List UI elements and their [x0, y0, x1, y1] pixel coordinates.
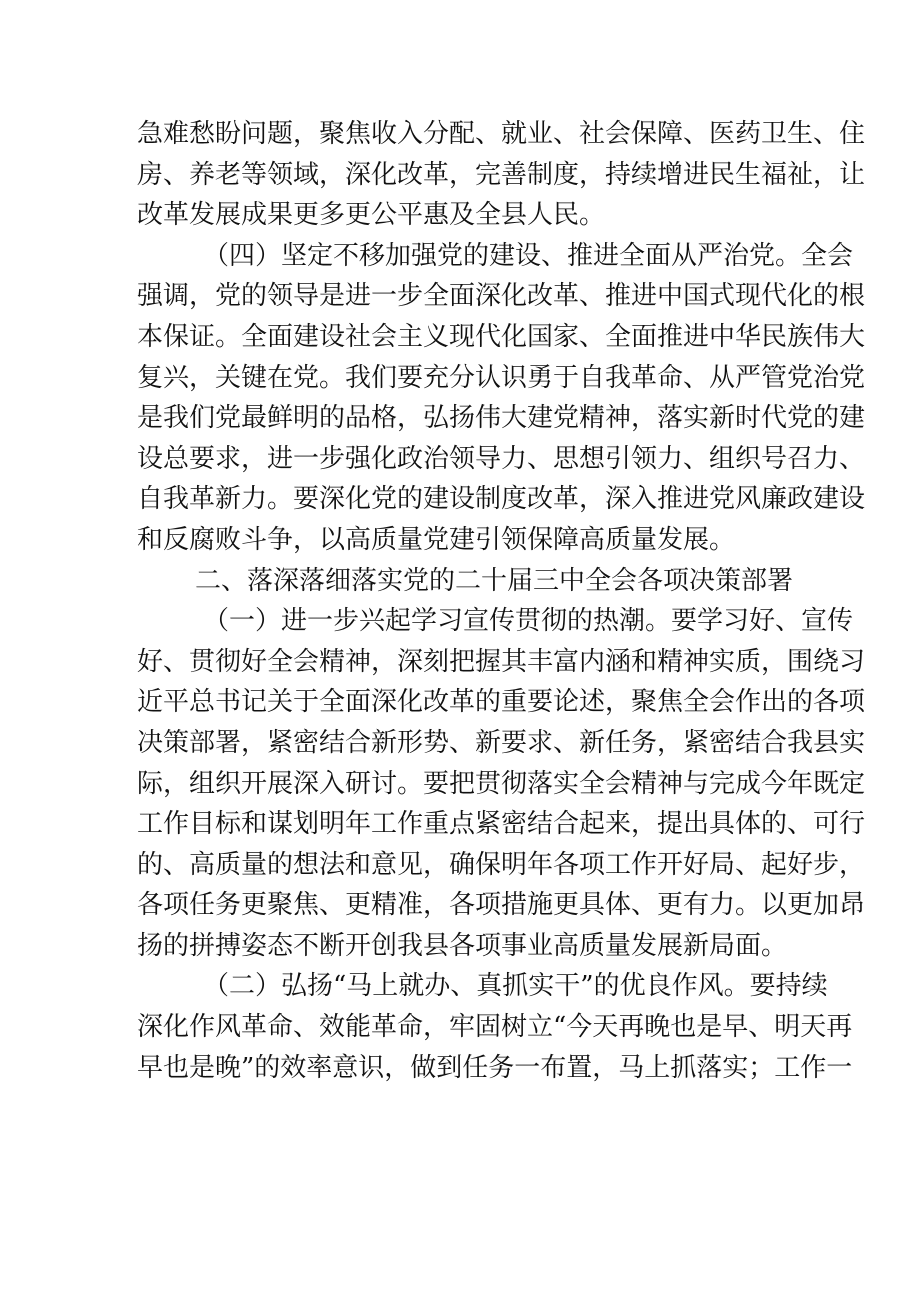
paragraph-line: 工作目标和谋划明年工作重点紧密结合起来，提出具体的、可行: [137, 809, 866, 840]
paragraph-line: 改革发展成果更多更公平惠及全县人民。: [137, 200, 606, 231]
paragraph-line: 好、贯彻好全会精神，深刻把握其丰富内涵和精神实质，围绕习: [137, 646, 866, 677]
paragraph-line: 深化作风革命、效能革命，牢固树立“今天再晚也是早、明天再: [137, 1012, 853, 1043]
paragraph-line: 早也是晚”的效率意识，做到任务一布置，马上抓落实；工作一: [137, 1052, 853, 1083]
paragraph-line: 强调，党的领导是进一步全面深化改革、推进中国式现代化的根: [137, 281, 866, 312]
document-body: [137, 114, 866, 1088]
paragraph-line: 本保证。全面建设社会主义现代化国家、全面推进中华民族伟大: [137, 321, 866, 352]
paragraph-line: （二）弘扬“马上就办、真抓实干”的优良作风。要持续: [203, 971, 828, 1002]
paragraph-line: 各项任务更聚焦、更精准，各项措施更具体、更有力。以更加昂: [137, 890, 866, 921]
paragraph-line: 房、养老等领域，深化改革，完善制度，持续增进民生福祉，让: [137, 159, 866, 190]
paragraph-line: （一）进一步兴起学习宣传贯彻的热潮。要学习好、宣传: [203, 606, 854, 637]
paragraph-line: 和反腐败斗争，以高质量党建引领保障高质量发展。: [137, 524, 736, 555]
paragraph-line: 际，组织开展深入研讨。要把贯彻落实全会精神与完成今年既定: [137, 768, 866, 799]
paragraph-line: （四）坚定不移加强党的建设、推进全面从严治党。全会: [203, 240, 854, 271]
paragraph-line: 自我革新力。要深化党的建设制度改革，深入推进党风廉政建设: [137, 484, 866, 515]
paragraph-line: 扬的拼搏姿态不断开创我县各项事业高质量发展新局面。: [137, 930, 788, 961]
paragraph-line: 决策部署，紧密结合新形势、新要求、新任务，紧密结合我县实: [137, 727, 866, 758]
paragraph-line: 的、高质量的想法和意见，确保明年各项工作开好局、起好步，: [137, 849, 866, 880]
paragraph-line: 设总要求，进一步强化政治领导力、思想引领力、组织号召力、: [137, 443, 866, 474]
section-heading: 二、落深落细落实党的二十届三中全会各项决策部署: [195, 565, 794, 596]
paragraph-line: 急难愁盼问题，聚焦收入分配、就业、社会保障、医药卫生、住: [137, 119, 866, 149]
paragraph-line: 是我们党最鲜明的品格，弘扬伟大建党精神，落实新时代党的建: [137, 403, 866, 434]
paragraph-line: 复兴，关键在党。我们要充分认识勇于自我革命、从严管党治党: [137, 362, 866, 393]
paragraph-line: 近平总书记关于全面深化改革的重要论述，聚焦全会作出的各项: [137, 687, 866, 718]
